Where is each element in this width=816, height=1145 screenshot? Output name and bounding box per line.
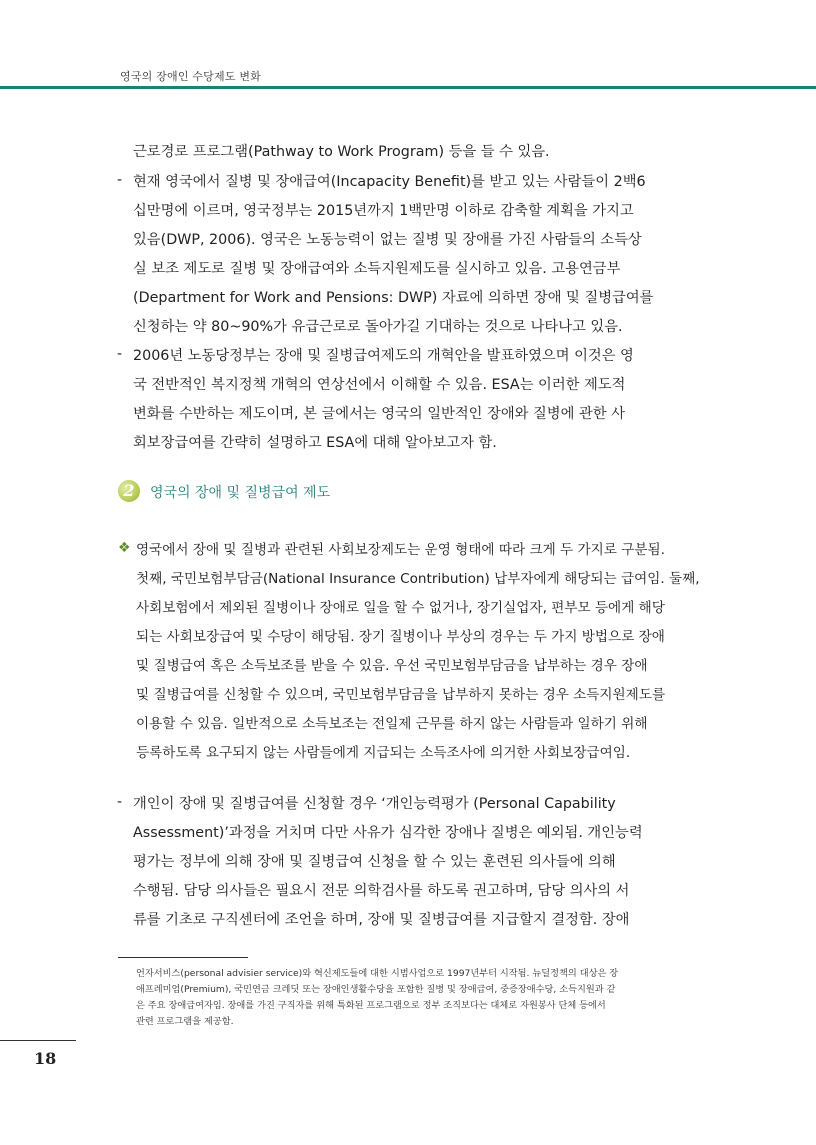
body-line: Assessment)’과정을 거치며 다만 사유가 심각한 장애나 질병은 예외됨. 개인능력 [133, 825, 643, 841]
dash-marker: - [117, 172, 123, 188]
body-line: 있음(DWP, 2006). 영국은 노동능력이 없는 질병 및 장애를 가진 사람들의 소득상 [133, 232, 642, 248]
section-number-badge: 2 [118, 480, 140, 502]
header-rule [0, 86, 816, 89]
body-line: 변화를 수반하는 제도이며, 본 글에서는 영국의 일반적인 장애와 질병에 관한 사 [133, 406, 625, 422]
body-line: 등록하도록 요구되지 않는 사람들에게 지급되는 소득조사에 의거한 사회보장급여임. [136, 745, 631, 761]
body-line: 및 질병급여 혹은 소득보조를 받을 수 있음. 우선 국민보험부담금을 납부하는 경우 장애 [136, 658, 648, 674]
body-line: 평가는 정부에 의해 장애 및 질병급여 신청을 할 수 있는 훈련된 의사들에 의해 [133, 854, 616, 870]
running-title: 영국의 장애인 수당제도 변화 [120, 70, 262, 83]
body-line: 사회보험에서 제외된 질병이나 장애로 일을 할 수 없거나, 장기실업자, 편부모 등에게 해당 [136, 600, 665, 616]
page-number: 18 [34, 1049, 57, 1068]
body-line: 첫째, 국민보험부담금(National Insurance Contribution) 납부자에게 해당되는 급여임. 둘째, [136, 571, 700, 587]
footnote-rule [118, 957, 248, 958]
body-line: (Department for Work and Pensions: DWP) 자료에 의하면 장애 및 질병급여를 [133, 290, 654, 306]
dash-marker: - [117, 794, 123, 810]
body-line: 개인이 장애 및 질병급여를 신청할 경우 ‘개인능력평가 (Personal Capability [133, 796, 616, 812]
body-line: 영국에서 장애 및 질병과 관련된 사회보장제도는 운영 형태에 따라 크게 두 가지로 구분됨. [136, 542, 665, 558]
body-line: 신청하는 약 80~90%가 유급근로로 돌아가길 기대하는 것으로 나타나고 있음. [133, 319, 623, 335]
body-line: 이용할 수 있음. 일반적으로 소득보조는 전일제 근무를 하지 않는 사람들과 일하기 위해 [136, 716, 648, 732]
footnote-line: 애프레미엄(Premium), 국민연금 크레딧 또는 장애인생활수당을 포함한 질병 및 장애급여, 중증장애수당, 소득지원과 같 [136, 984, 616, 995]
body-line: 국 전반적인 복지정책 개혁의 연상선에서 이해할 수 있음. ESA는 이러한 제도적 [133, 377, 626, 393]
page-number-rule [0, 1040, 76, 1041]
body-line: 류를 기초로 구직센터에 조언을 하며, 장애 및 질병급여를 지급할지 결정함. 장애 [133, 912, 630, 928]
section-title: 영국의 장애 및 질병급여 제도 [150, 485, 331, 501]
body-line: 2006년 노동당정부는 장애 및 질병급여제도의 개혁안을 발표하였으며 이것은 영 [133, 348, 634, 364]
body-line: 및 질병급여를 신청할 수 있으며, 국민보험부담금을 납부하지 못하는 경우 소득지원제도를 [136, 687, 666, 703]
diamond-cluster-icon: ❖ [118, 540, 131, 556]
body-line: 현재 영국에서 질병 및 장애급여(Incapacity Benefit)를 받고 있는 사람들이 2백6 [133, 174, 646, 190]
body-line: 수행됨. 담당 의사들은 필요시 전문 의학검사를 하도록 권고하며, 담당 의사의 서 [133, 883, 630, 899]
body-line: 십만명에 이르며, 영국정부는 2015년까지 1백만명 이하로 감축할 계획을 가지고 [133, 203, 634, 219]
body-line: 근로경로 프로그램(Pathway to Work Program) 등을 들 수 있음. [133, 144, 550, 160]
body-line: 되는 사회보장급여 및 수당이 해당됨. 장기 질병이나 부상의 경우는 두 가지 방법으로 장애 [136, 629, 665, 645]
dash-marker: - [117, 346, 123, 362]
footnote-line: 관련 프로그램을 제공함. [136, 1016, 234, 1027]
footnote-line: 언자서비스(personal advisier service)와 혁신제도들에 대한 시범사업으로 1997년부터 시작됨. 뉴딜정책의 대상은 장 [136, 968, 619, 979]
footnote-line: 은 주요 장애급여자임. 장애를 가진 구직자를 위해 특화된 프로그램으로 정부 조직보다는 대체로 자원봉사 단체 등에서 [136, 1000, 606, 1011]
body-line: 회보장급여를 간략히 설명하고 ESA에 대해 알아보고자 함. [133, 435, 497, 451]
body-line: 실 보조 제도로 질병 및 장애급여와 소득지원제도를 실시하고 있음. 고용연금부 [133, 261, 621, 277]
